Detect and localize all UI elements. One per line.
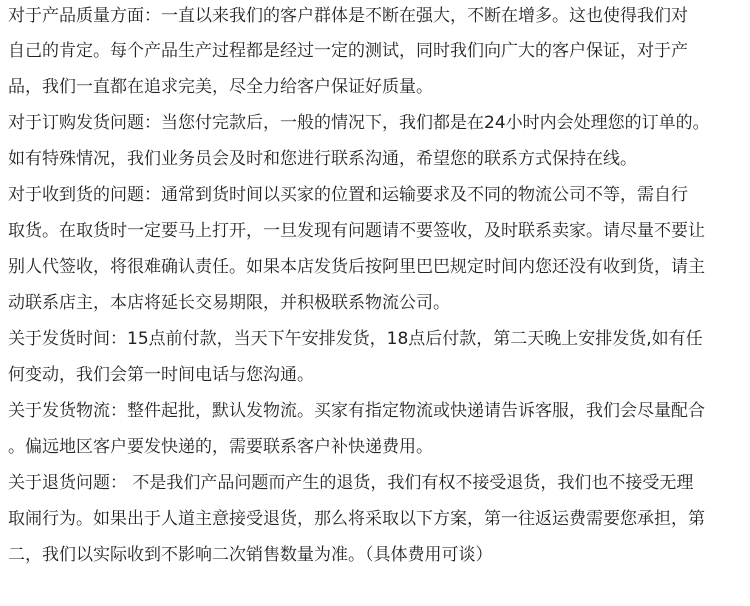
text-line: 何变动，我们会第一时间电话与您沟通。	[8, 365, 314, 385]
text-line: 取货。在取货时一定要马上打开，一旦发现有问题请不要签收，及时联系卖家。请尽量不要让	[8, 221, 705, 241]
text-line: 别人代签收，将很难确认责任。如果本店发货后按阿里巴巴规定时间内您还没有收到货，请主	[8, 257, 705, 277]
section-shipping-time	[8, 321, 744, 393]
text-line: 关于发货时间：15点前付款，当天下午安排发货，18点后付款，第二天晚上安排发货,如有任	[8, 329, 703, 349]
text-line: 如有特殊情况，我们业务员会及时和您进行联系沟通，希望您的联系方式保持在线。	[8, 149, 637, 169]
section-returns	[8, 465, 744, 573]
text-line: 二，我们以实际收到不影响二次销售数量为准。（具体费用可谈）	[8, 545, 493, 565]
section-logistics	[8, 393, 744, 465]
text-line: 。偏远地区客户要发快递的，需要联系客户补快递费用。	[8, 437, 433, 457]
text-line: 品，我们一直都在追求完美，尽全力给客户保证好质量。	[8, 77, 433, 97]
text-line: 对于订购发货问题：当您付完款后，一般的情况下，我们都是在24小时内会处理您的订单的。	[8, 113, 710, 133]
text-line: 对于产品质量方面：一直以来我们的客户群体是不断在强大，不断在增多。这也使得我们对	[8, 6, 688, 26]
section-order-shipping	[8, 105, 744, 177]
text-line: 关于发货物流：整件起批，默认发物流。买家有指定物流或快递请告诉客服，我们会尽量配合	[8, 401, 705, 421]
text-line: 关于退货问题： 不是我们产品问题而产生的退货，我们有权不接受退货，我们也不接受无理	[8, 473, 694, 493]
section-receiving-goods	[8, 177, 744, 321]
section-product-quality	[8, 0, 744, 105]
text-line: 取闹行为。如果出于人道主意接受退货，那么将采取以下方案，第一往返运费需要您承担，第	[8, 509, 705, 529]
text-line: 对于收到货的问题：通常到货时间以买家的位置和运输要求及不同的物流公司不等，需自行	[8, 185, 688, 205]
text-line: 自己的肯定。每个产品生产过程都是经过一定的测试，同时我们向广大的客户保证，对于产	[8, 41, 688, 61]
text-line: 动联系店主，本店将延长交易期限，并积极联系物流公司。	[8, 293, 450, 313]
